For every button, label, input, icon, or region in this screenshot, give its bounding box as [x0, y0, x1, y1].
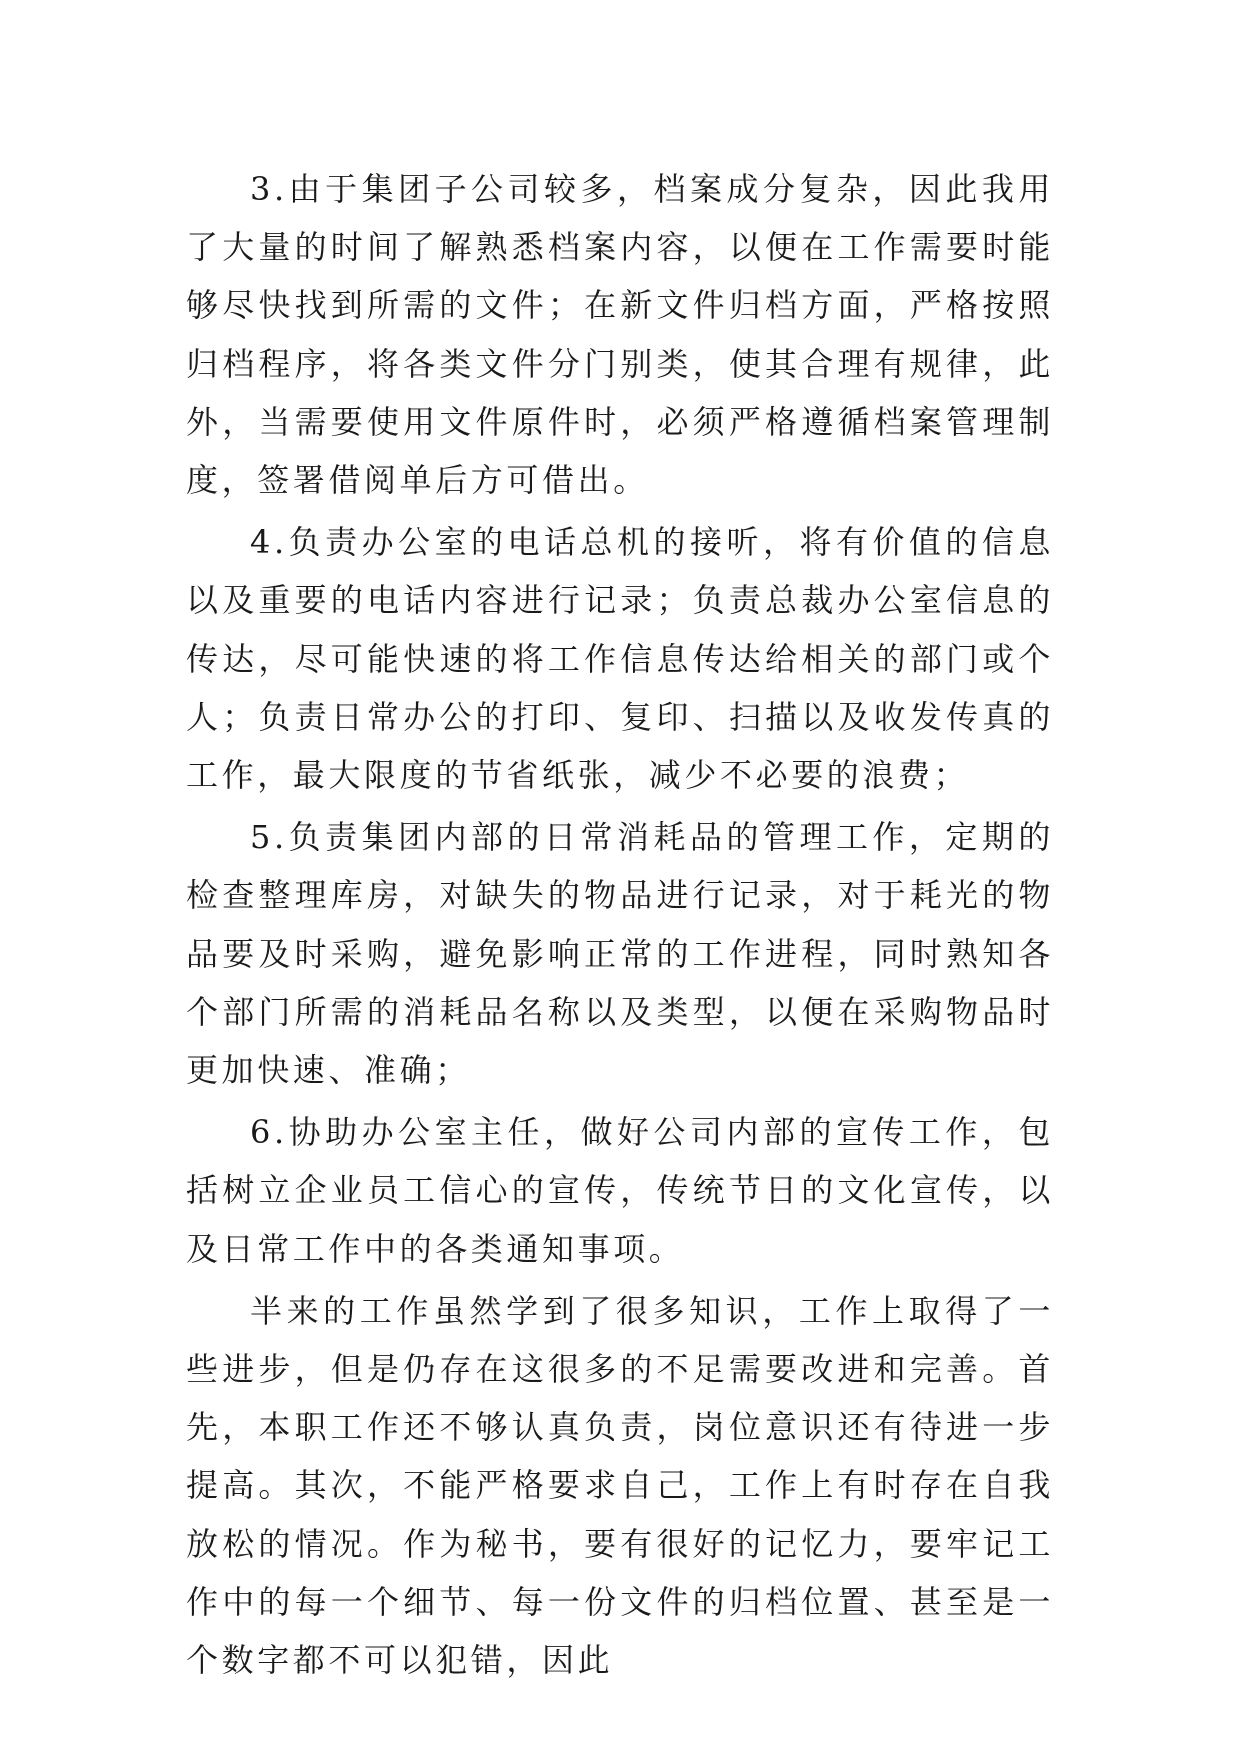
- paragraph-phone-and-office-duties: 4.负责办公室的电话总机的接听，将有价值的信息以及重要的电话内容进行记录；负责总裁办公室信息的传达，尽可能快速的将工作信息传达给相关的部门或个人；负责日常办公的打印、复印、扫描以及收发传真的工作，最大限度的节省纸张，减少不必要的浪费；: [186, 523, 1054, 795]
- paragraph-archive-management: 3.由于集团子公司较多，档案成分复杂，因此我用了大量的时间了解熟悉档案内容，以便在工作需要时能够尽快找到所需的文件；在新文件归档方面，严格按照归档程序，将各类文件分门别类，使其合理有规律，此外，当需要使用文件原件时，必须严格遵循档案管理制度，签署借阅单后方可借出。: [186, 170, 1054, 500]
- body-text: [186, 160, 1054, 1689]
- paragraph-self-assessment: 半来的工作虽然学到了很多知识，工作上取得了一些进步，但是仍存在这很多的不足需要改进和完善。首先，本职工作还不够认真负责，岗位意识还有待进一步提高。其次，不能严格要求自己，工作上有时存在自我放松的情况。作为秘书，要有很好的记忆力，要牢记工作中的每一个细节、每一份文件的归档位置、甚至是一个数字都不可以犯错，因此: [186, 1291, 1054, 1680]
- paragraph-consumables-management: 5.负责集团内部的日常消耗品的管理工作，定期的检查整理库房，对缺失的物品进行记录，对于耗光的物品要及时采购，避免影响正常的工作进程，同时熟知各个部门所需的消耗品名称以及类型，以便在采购物品时更加快速、准确；: [186, 818, 1054, 1090]
- paragraph-publicity-work: 6.协助办公室主任，做好公司内部的宣传工作，包括树立企业员工信心的宣传，传统节日的文化宣传，以及日常工作中的各类通知事项。: [186, 1113, 1054, 1268]
